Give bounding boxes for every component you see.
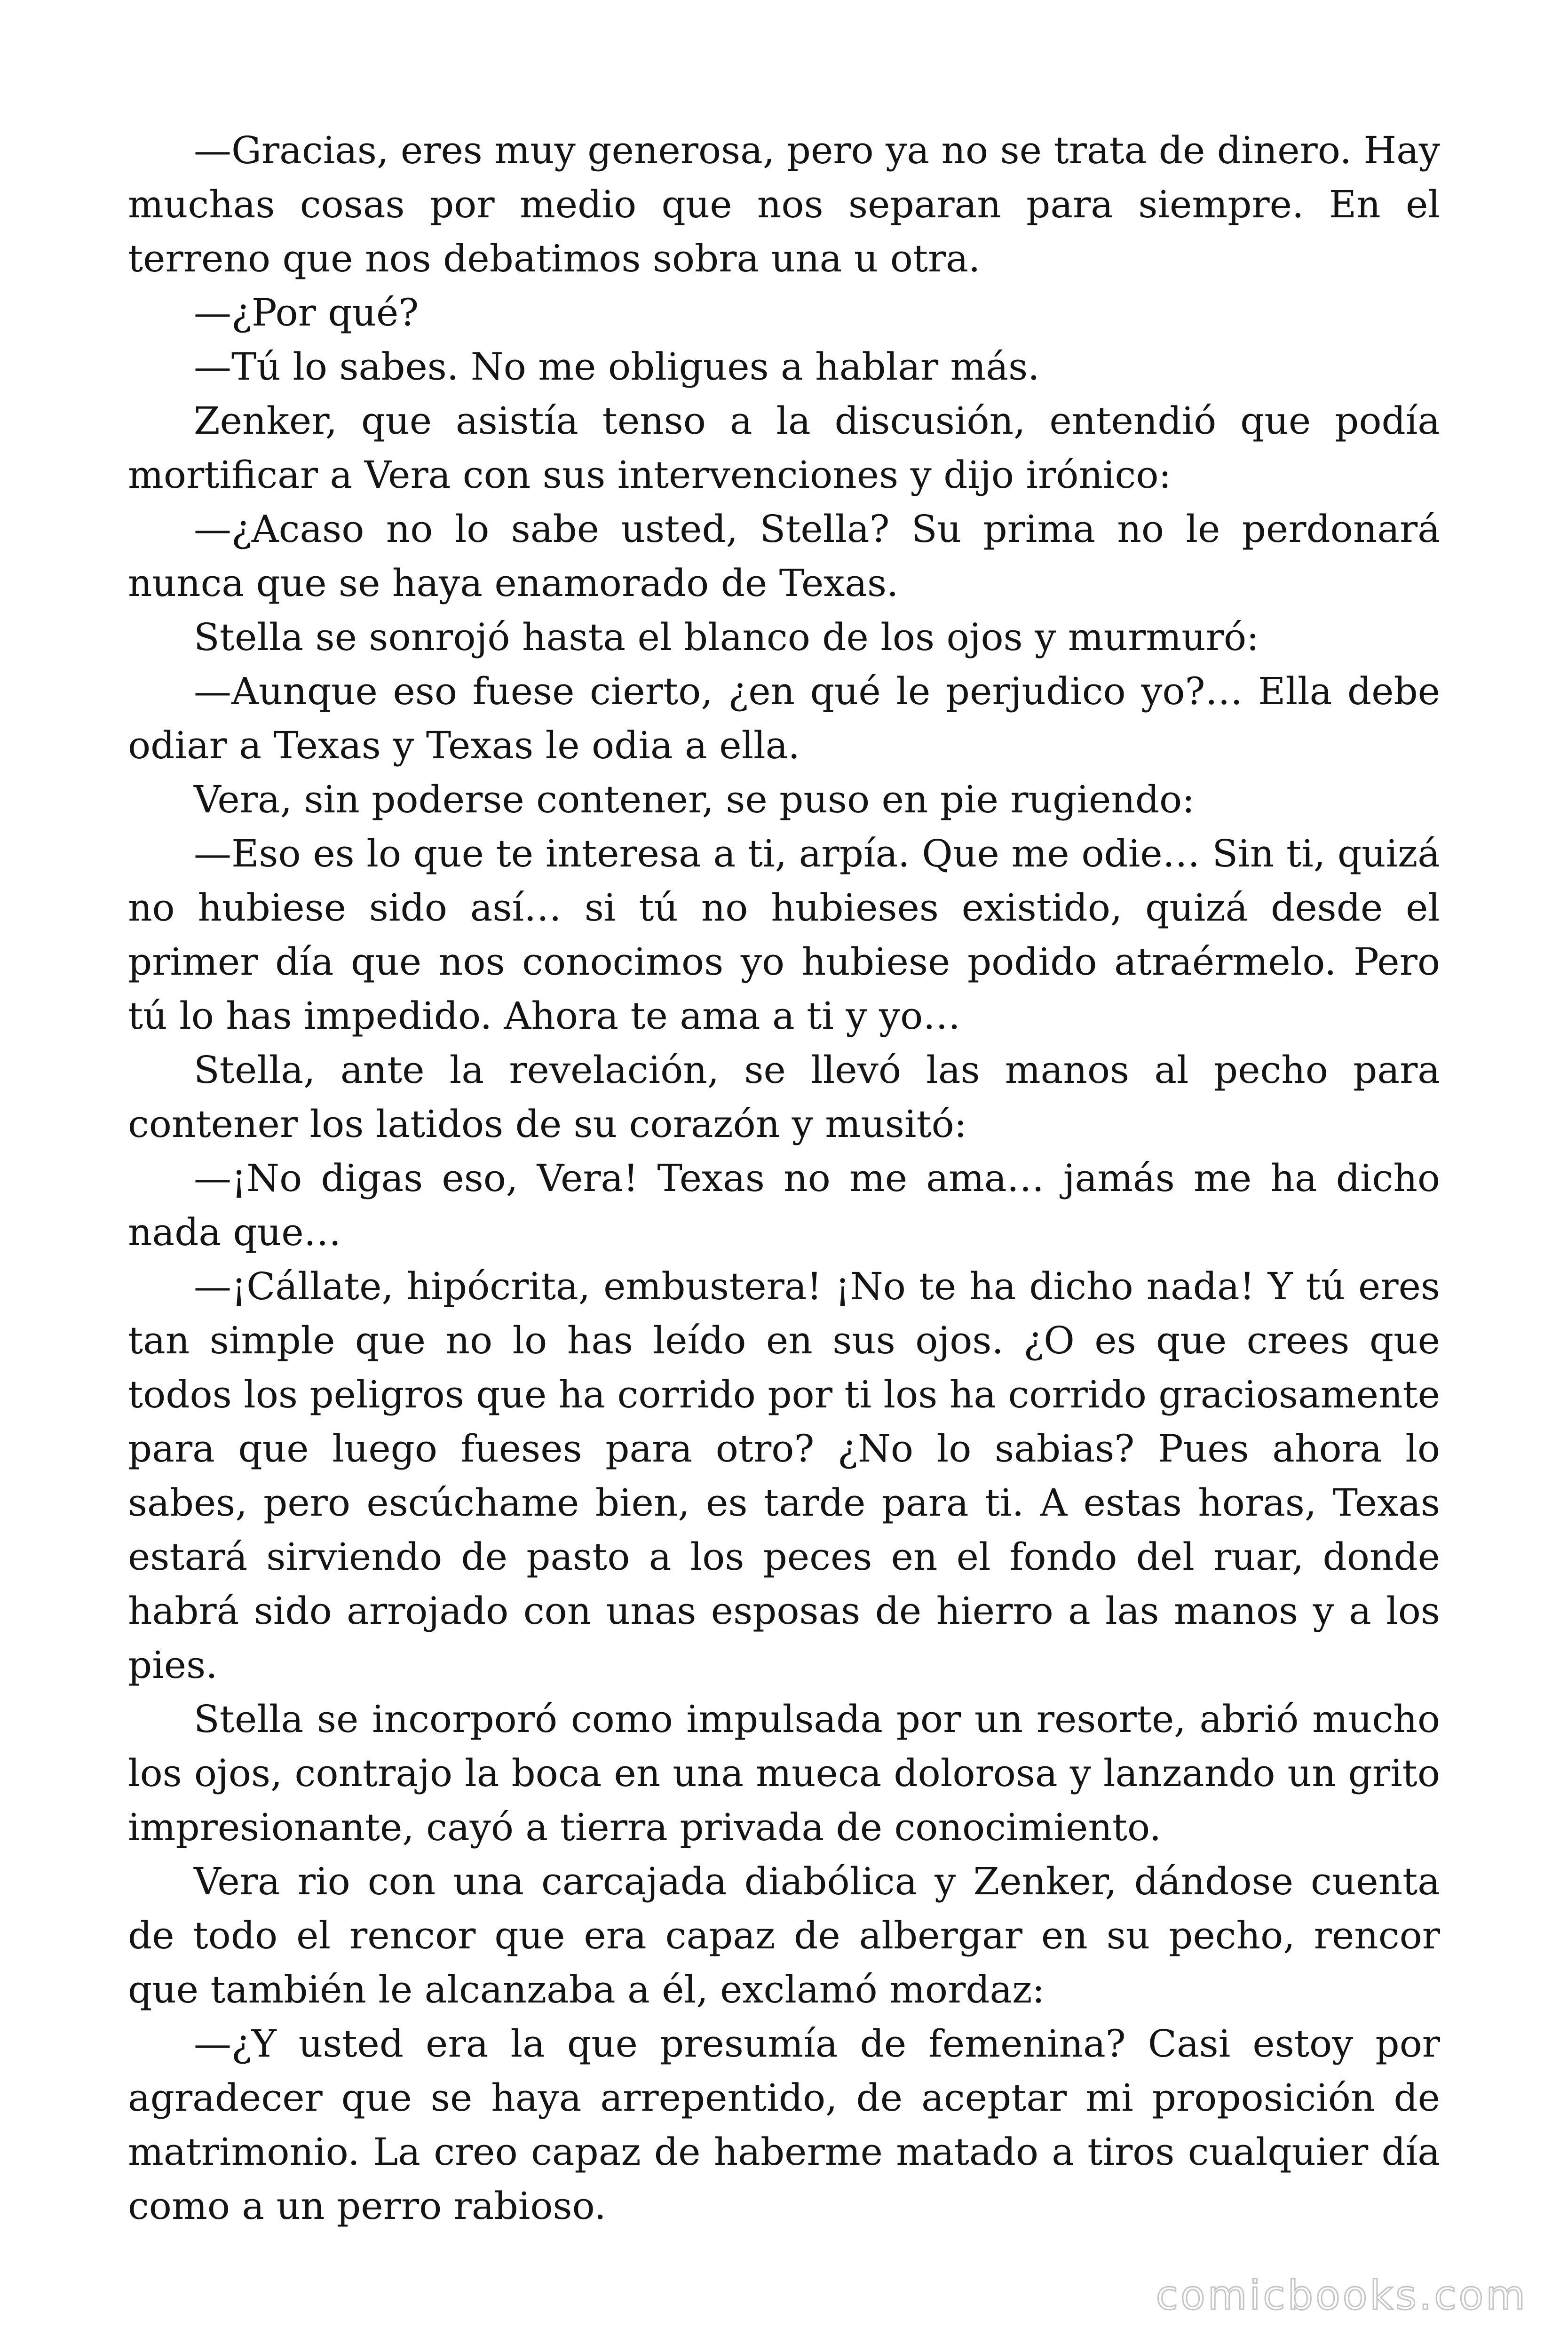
book-page-text [128, 123, 1440, 2233]
paragraph: Stella se sonrojó hasta el blanco de los ojos y murmuró: [194, 615, 1259, 659]
paragraph: —Gracias, eres muy generosa, pero ya no se trata de dinero. Hay muchas cosas por medio que nos separan para siempre. En el terreno que nos debatimos sobra una u otra. [128, 128, 1440, 280]
paragraph: —¿Y usted era la que presumía de femenina? Casi estoy por agradecer que se haya arrepentido, de aceptar mi proposición de matrimonio. La creo capaz de haberme matado a tiros cualquier día como a un perro rabioso. [128, 2022, 1440, 2228]
paragraph: —¿Acaso no lo sabe usted, Stella? Su prima no le perdonará nunca que se haya enamorado de Texas. [128, 507, 1440, 605]
paragraph: —¿Por qué? [194, 291, 419, 334]
paragraph: —Tú lo sabes. No me obligues a hablar más. [194, 345, 1040, 389]
paragraph: Vera rio con una carcajada diabólica y Zenker, dándose cuenta de todo el rencor que era capaz de albergar en su pecho, rencor que también le alcanzaba a él, exclamó mordaz: [128, 1859, 1440, 2011]
paragraph: Stella se incorporó como impulsada por un resorte, abrió mucho los ojos, contrajo la boca en una mueca dolorosa y lanzando un grito impresionante, cayó a tierra privada de conocimiento. [128, 1697, 1440, 1849]
paragraph: Vera, sin poderse contener, se puso en pie rugiendo: [194, 778, 1195, 821]
paragraph: Zenker, que asistía tenso a la discusión, entendió que podía mortificar a Vera con sus intervenciones y dijo irónico: [128, 399, 1440, 497]
paragraph: —Aunque eso fuese cierto, ¿en qué le perjudico yo?… Ella debe odiar a Texas y Texas le odia a ella. [128, 669, 1440, 767]
paragraph: —¡No digas eso, Vera! Texas no me ama… jamás me ha dicho nada que… [128, 1156, 1440, 1254]
paragraph: —¡Cállate, hipócrita, embustera! ¡No te ha dicho nada! Y tú eres tan simple que no lo has leído en sus ojos. ¿O es que crees que todos los peligros que ha corrido por ti los ha corrido graciosamente para que luego fueses para otro? ¿No lo sabias? Pues ahora lo sabes, pero escúchame bien, es tarde para ti. A estas horas, Texas estará sirviendo de pasto a los peces en el fondo del ruar, donde habrá sido arrojado con unas esposas de hierro a las manos y a los pies. [128, 1264, 1440, 1687]
paragraph: Stella, ante la revelación, se llevó las manos al pecho para contener los latidos de su corazón y musitó: [128, 1048, 1440, 1146]
paragraph: —Eso es lo que te interesa a ti, arpía. Que me odie… Sin ti, quizá no hubiese sido así… si tú no hubieses existido, quizá desde el primer día que nos conocimos yo hubiese podido atraérmelo. Pero tú lo has impedido. Ahora te ama a ti y yo… [128, 832, 1440, 1038]
watermark: comicbooks.com [1156, 2272, 1528, 2319]
